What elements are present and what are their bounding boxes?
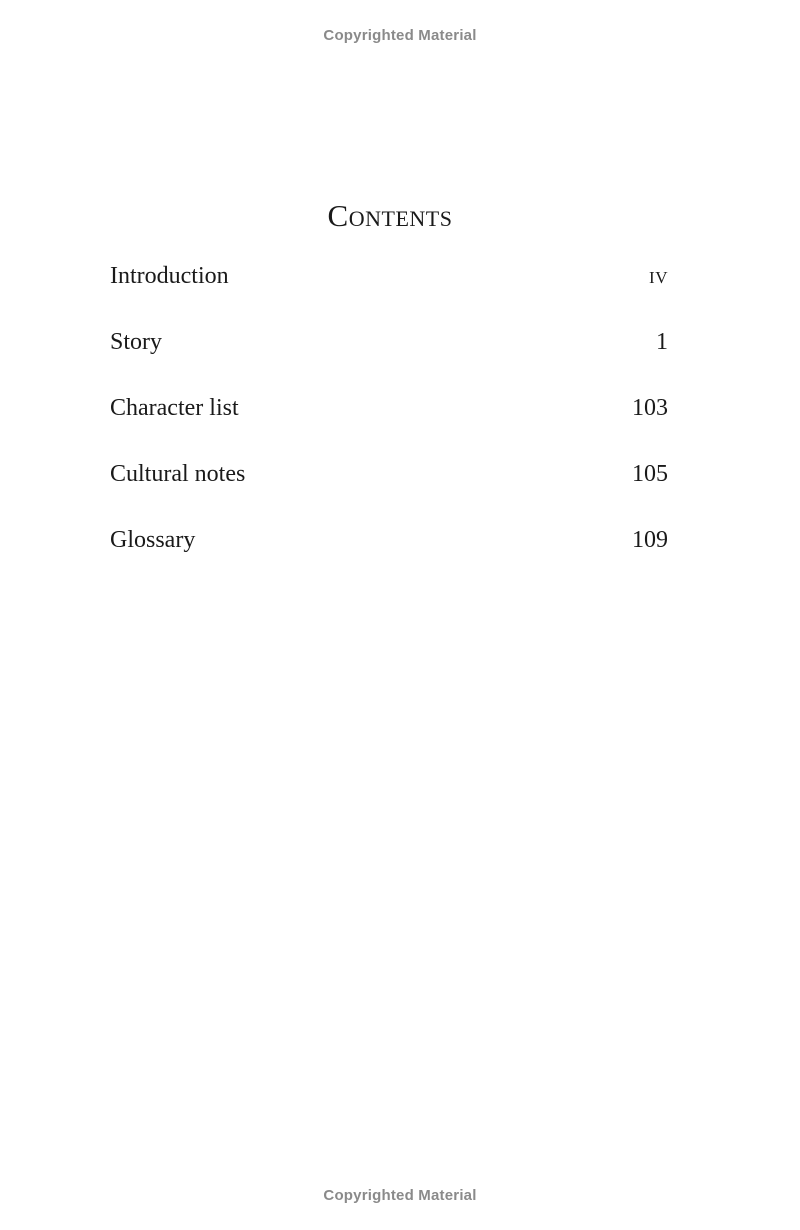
toc-entry-label: Character list bbox=[110, 395, 239, 421]
toc-entry-label: Story bbox=[110, 329, 163, 355]
toc-entry-page-number: iv bbox=[649, 263, 668, 289]
copyright-watermark-top: Copyrighted Material bbox=[323, 27, 477, 44]
toc-entry-page-number: 109 bbox=[632, 527, 668, 553]
toc-entry-cultural-notes[interactable] bbox=[110, 461, 668, 527]
copyright-watermark-bottom: Copyrighted Material bbox=[323, 1187, 477, 1204]
toc-entry-page-number: 103 bbox=[632, 395, 668, 421]
toc-entry-label: Glossary bbox=[110, 527, 196, 553]
toc-entry-glossary[interactable] bbox=[110, 527, 668, 593]
toc-entry-page-number: 1 bbox=[656, 329, 668, 355]
toc-entry-label: Cultural notes bbox=[110, 461, 246, 487]
table-of-contents bbox=[110, 263, 668, 593]
toc-entry-story[interactable] bbox=[110, 329, 668, 395]
toc-entry-introduction[interactable] bbox=[110, 263, 668, 329]
toc-entry-character-list[interactable] bbox=[110, 395, 668, 461]
toc-entry-label: Introduction bbox=[110, 263, 229, 289]
contents-heading: Contents bbox=[327, 198, 453, 233]
toc-entry-page-number: 105 bbox=[632, 461, 668, 487]
